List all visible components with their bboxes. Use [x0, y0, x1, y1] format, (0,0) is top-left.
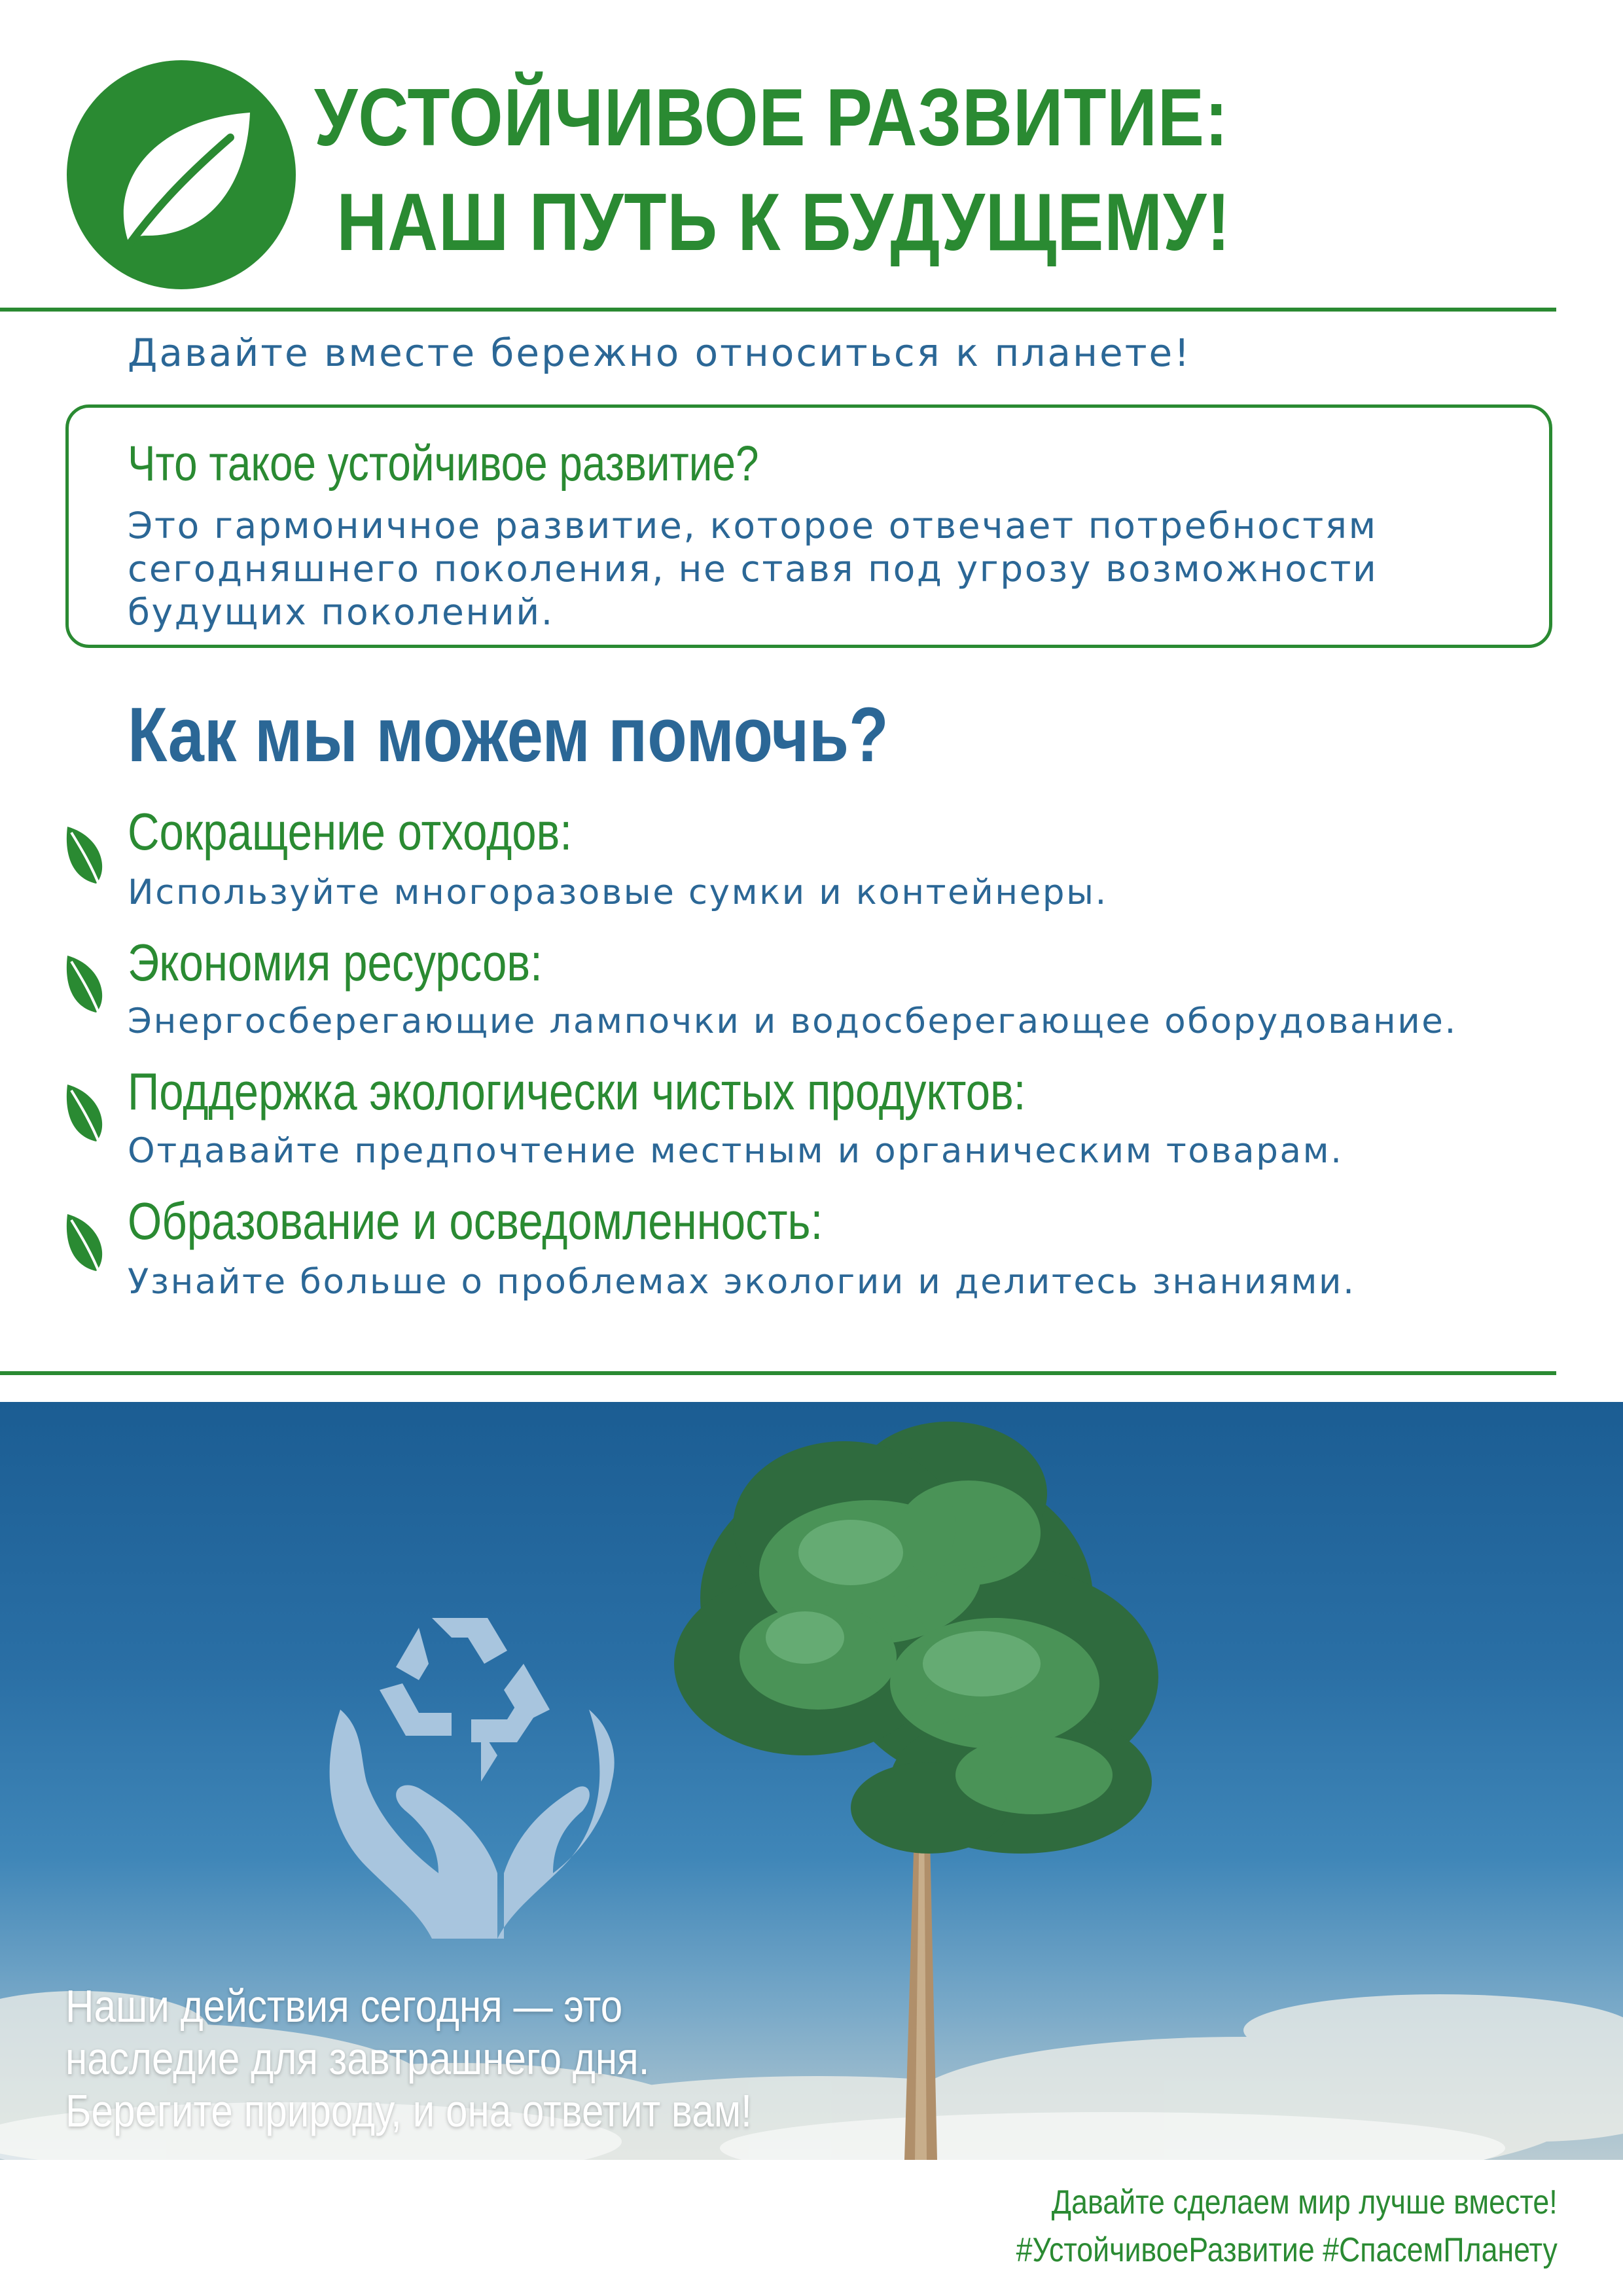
bottom-divider	[0, 1371, 1556, 1375]
help-item-text: Узнайте больше о проблемах экологии и делитесь знаниями.	[128, 1262, 1356, 1302]
leaf-bullet-icon	[62, 1081, 108, 1147]
logo-badge	[67, 60, 296, 289]
definition-body: Это гармоничное развитие, которое отвечает потребностям сегодняшнего поколения, не ставя под угрозу возможности будущих поколений.	[128, 505, 1378, 633]
help-item-title: Образование и осведомленность:	[128, 1192, 823, 1250]
help-item-text: Энергосберегающие лампочки и водосберегающее оборудование.	[128, 1001, 1457, 1041]
subtitle: Давайте вместе бережно относиться к планете!	[128, 331, 1192, 375]
top-divider	[0, 308, 1556, 312]
help-item-title: Сокращение отходов:	[128, 802, 573, 861]
help-section-title: Как мы можем помочь?	[128, 692, 889, 778]
title-line-2: НАШ ПУТЬ К БУДУЩЕМУ!	[336, 177, 1231, 268]
quote-line-1: Наши действия сегодня — это	[65, 1981, 623, 2032]
footer-slogan: Давайте сделаем мир лучше вместе!	[1052, 2183, 1558, 2221]
page-title	[314, 65, 1418, 275]
help-item-title: Экономия ресурсов:	[128, 933, 543, 992]
banner-quote	[65, 1980, 752, 2137]
footer-hashtags: #УстойчивоеРазвитие #СпасемПланету	[1016, 2231, 1558, 2269]
title-line-1: УСТОЙЧИВОЕ РАЗВИТИЕ:	[314, 73, 1229, 163]
definition-heading: Что такое устойчивое развитие?	[128, 436, 759, 492]
leaf-bullet-icon	[62, 952, 108, 1018]
leaf-bullet-icon	[62, 1211, 108, 1276]
help-item-text: Отдавайте предпочтение местным и органическим товарам.	[128, 1131, 1344, 1171]
quote-line-3: Берегите природу, и она ответит вам!	[65, 2085, 752, 2136]
leaf-bullet-icon	[62, 823, 108, 889]
recycle-hands-icon	[330, 1618, 615, 1939]
leaf-icon	[67, 60, 296, 289]
help-item-text: Используйте многоразовые сумки и контейнеры.	[128, 872, 1108, 912]
help-item-title: Поддержка экологически чистых продуктов:	[128, 1062, 1026, 1121]
quote-line-2: наследие для завтрашнего дня.	[65, 2033, 650, 2084]
